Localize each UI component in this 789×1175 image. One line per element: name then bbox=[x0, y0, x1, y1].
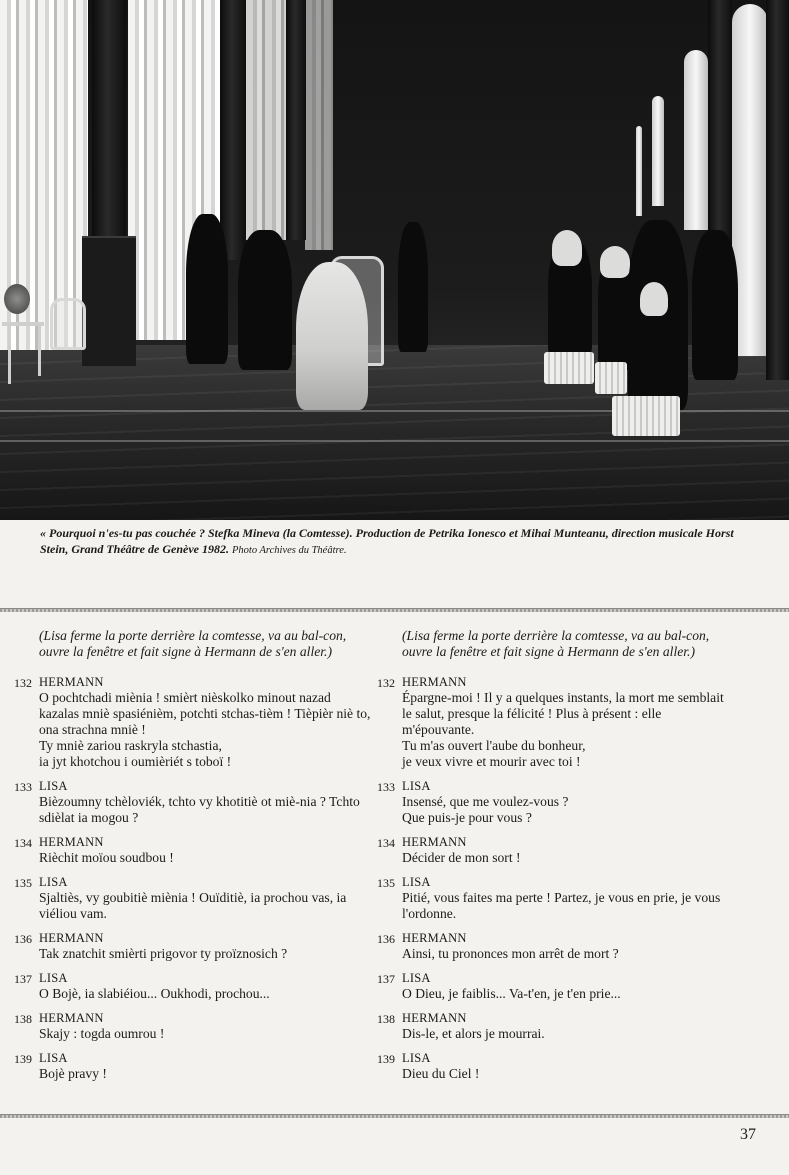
dialogue-line: Dis-le, et alors je mourrai. bbox=[402, 1026, 545, 1041]
side-chair bbox=[50, 298, 86, 350]
speaker-name: HERMANN bbox=[39, 675, 104, 689]
line-number: 135 bbox=[377, 876, 395, 890]
table-lamp bbox=[4, 284, 30, 314]
line-number: 132 bbox=[377, 676, 395, 690]
speaker-name: HERMANN bbox=[402, 1011, 467, 1025]
pillar bbox=[286, 0, 306, 240]
line-number: 133 bbox=[14, 780, 32, 794]
speaker-name: LISA bbox=[402, 1051, 431, 1065]
dialogue-line: Bièzoumny tchèloviék, tchto vy khotitiè ot miè-nia ? Tchto sdièlat ia mogou ? bbox=[39, 794, 360, 825]
speaker-name: LISA bbox=[402, 779, 431, 793]
dialogue-line: Ty mniè zariou raskryla stchastia, bbox=[39, 738, 222, 753]
libretto-entry bbox=[14, 674, 372, 770]
dialogue-line: ia jyt khotchou i oumièriét s toboï ! bbox=[39, 754, 232, 769]
line-number: 136 bbox=[14, 932, 32, 946]
curtain-center bbox=[246, 0, 286, 240]
table-leg bbox=[8, 326, 11, 384]
dialogue-line: Skajy : togda oumrou ! bbox=[39, 1026, 165, 1041]
photo-caption bbox=[40, 525, 752, 559]
line-number: 132 bbox=[14, 676, 32, 690]
speaker-name: LISA bbox=[39, 971, 68, 985]
line-number: 139 bbox=[14, 1052, 32, 1066]
speaker-name: HERMANN bbox=[402, 931, 467, 945]
maid-bonnet bbox=[600, 246, 630, 278]
dialogue-line: O pochtchadi miènia ! smièrt nièskolko minout nazad kazalas mniè spasiénièm, potchti stchas-tièm ! Tièpièr niè to, ona strachna mniè ! bbox=[39, 690, 371, 737]
line-number: 134 bbox=[14, 836, 32, 850]
dialogue-line: Insensé, que me voulez-vous ? bbox=[402, 794, 569, 809]
maid-bonnet bbox=[552, 230, 582, 266]
maid-skirt bbox=[612, 396, 680, 436]
line-number: 136 bbox=[377, 932, 395, 946]
libretto-entry bbox=[14, 1010, 372, 1042]
column-transliteration bbox=[14, 628, 372, 1090]
floor-line bbox=[0, 440, 789, 442]
page-number: 37 bbox=[740, 1126, 756, 1143]
dialogue-line: Épargne-moi ! Il y a quelques instants, la mort me semblait le salut, presque la félicité ! Plus à présent : elle m'épouvante. bbox=[402, 690, 724, 737]
countess-figure bbox=[296, 262, 368, 410]
speaker-name: HERMANN bbox=[402, 675, 467, 689]
maid-bonnet bbox=[640, 282, 668, 316]
column-french bbox=[377, 628, 735, 1090]
entries-right bbox=[377, 674, 735, 1082]
curtain-back bbox=[305, 0, 333, 250]
libretto-entry bbox=[377, 834, 735, 866]
stage-photograph bbox=[0, 0, 789, 520]
line-number: 135 bbox=[14, 876, 32, 890]
dialogue-line: Que puis-je pour vous ? bbox=[402, 810, 532, 825]
figure-dark bbox=[186, 214, 228, 364]
pillar-base bbox=[82, 236, 136, 366]
libretto-entry bbox=[14, 930, 372, 962]
arch-window bbox=[684, 50, 708, 230]
line-number: 137 bbox=[14, 972, 32, 986]
dialogue-line: Bojè pravy ! bbox=[39, 1066, 107, 1081]
libretto-entry bbox=[377, 970, 735, 1002]
speaker-name: HERMANN bbox=[39, 931, 104, 945]
maid-skirt bbox=[544, 352, 594, 384]
dialogue-line: Ainsi, tu prononces mon arrêt de mort ? bbox=[402, 946, 619, 961]
dialogue-line: O Dieu, je faiblis... Va-t'en, je t'en prie... bbox=[402, 986, 621, 1001]
caption-text: « Pourquoi n'es-tu pas couchée ? Stefka Mineva (la Comtesse). Production de Petrika Ionesco et Mihai Munteanu, direction musicale Horst Stein, Grand Théâtre de Genève 1982. bbox=[40, 526, 734, 556]
libretto-entry bbox=[14, 970, 372, 1002]
libretto-entry bbox=[377, 930, 735, 962]
dialogue-line: O Bojè, ia slabiéiou... Oukhodi, prochou... bbox=[39, 986, 270, 1001]
top-rule bbox=[0, 608, 789, 612]
libretto-entry bbox=[377, 778, 735, 826]
libretto-entry bbox=[14, 874, 372, 922]
maid-skirt bbox=[595, 362, 627, 394]
line-number: 137 bbox=[377, 972, 395, 986]
dialogue-line: Décider de mon sort ! bbox=[402, 850, 521, 865]
speaker-name: LISA bbox=[39, 1051, 68, 1065]
libretto-entry bbox=[377, 1050, 735, 1082]
dialogue-line: Tu m'as ouvert l'aube du bonheur, bbox=[402, 738, 586, 753]
entries-left bbox=[14, 674, 372, 1082]
libretto-entry bbox=[14, 1050, 372, 1082]
dialogue-line: Rièchit moïou soudbou ! bbox=[39, 850, 174, 865]
libretto-entry bbox=[377, 674, 735, 770]
arch-window bbox=[652, 96, 664, 206]
line-number: 133 bbox=[377, 780, 395, 794]
bottom-rule bbox=[0, 1114, 789, 1118]
dialogue-line: je veux vivre et mourir avec toi ! bbox=[402, 754, 581, 769]
speaker-name: LISA bbox=[39, 779, 68, 793]
dialogue-line: Tak znatchit smièrti prigovor ty proïznosich ? bbox=[39, 946, 288, 961]
arch-window bbox=[636, 126, 642, 216]
figure-dark bbox=[398, 222, 428, 352]
line-number: 139 bbox=[377, 1052, 395, 1066]
dialogue-line: Sjaltiès, vy goubitiè miènia ! Ouïditiè, ia prochou vas, ia viéliou vam. bbox=[39, 890, 347, 921]
speaker-name: LISA bbox=[39, 875, 68, 889]
pillar bbox=[766, 0, 789, 380]
line-number: 134 bbox=[377, 836, 395, 850]
dialogue-line: Dieu du Ciel ! bbox=[402, 1066, 480, 1081]
dialogue-line: Pitié, vous faites ma perte ! Partez, je vous en prie, je vous l'ordonne. bbox=[402, 890, 721, 921]
speaker-name: HERMANN bbox=[39, 1011, 104, 1025]
libretto-entry bbox=[14, 834, 372, 866]
speaker-name: HERMANN bbox=[402, 835, 467, 849]
caption-credit: Photo Archives du Théâtre. bbox=[231, 545, 347, 556]
speaker-name: LISA bbox=[402, 875, 431, 889]
stage-direction: (Lisa ferme la porte derrière la comtesse, va au bal-con, ouvre la fenêtre et fait signe à Hermann de s'en aller.) bbox=[402, 628, 710, 659]
libretto-entry bbox=[377, 874, 735, 922]
stage-direction: (Lisa ferme la porte derrière la comtesse, va au bal-con, ouvre la fenêtre et fait signe à Hermann de s'en aller.) bbox=[39, 628, 347, 659]
libretto-entry bbox=[14, 778, 372, 826]
speaker-name: HERMANN bbox=[39, 835, 104, 849]
table-leg bbox=[38, 326, 41, 376]
libretto-entry bbox=[377, 1010, 735, 1042]
line-number: 138 bbox=[377, 1012, 395, 1026]
figure-dark bbox=[692, 230, 738, 380]
pillar bbox=[220, 0, 246, 260]
speaker-name: LISA bbox=[402, 971, 431, 985]
line-number: 138 bbox=[14, 1012, 32, 1026]
figure-dark bbox=[238, 230, 292, 370]
